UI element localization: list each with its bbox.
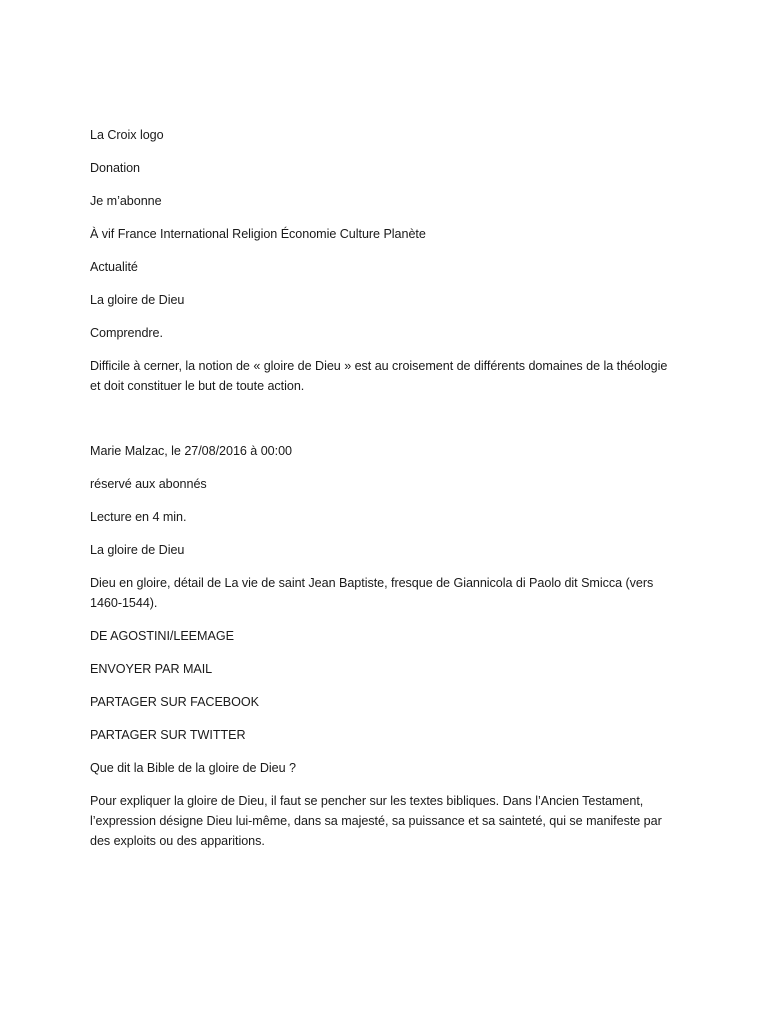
article-kicker: Comprendre. [90, 326, 163, 340]
subscribe-text: Je m’abonne [90, 194, 162, 208]
reading-time: Lecture en 4 min. [90, 510, 187, 524]
logo-text: La Croix logo [90, 128, 164, 142]
section-nav-text: À vif France International Religion Économie Culture Planète [90, 227, 426, 241]
image-credit: DE AGOSTINI/LEEMAGE [90, 629, 234, 643]
article-lead: Difficile à cerner, la notion de « gloire de Dieu » est au croisement de différents domaines de la théologie et doit constituer le but de toute action. [90, 359, 668, 393]
image-title: La gloire de Dieu [90, 543, 185, 557]
donation-text: Donation [90, 161, 141, 175]
article-title: La gloire de Dieu [90, 293, 185, 307]
category-text: Actualité [90, 260, 138, 274]
document-body [90, 125, 680, 851]
section-heading: Que dit la Bible de la gloire de Dieu ? [90, 761, 296, 775]
image-caption: Dieu en gloire, détail de La vie de saint Jean Baptiste, fresque de Giannicola di Paolo dit Smicca (vers 1460-1544). [90, 576, 654, 610]
body-paragraph: Pour expliquer la gloire de Dieu, il faut se pencher sur les textes bibliques. Dans l’Ancien Testament, l’expression désigne Dieu lui-même, dans sa majesté, sa puissance et sa sainteté, qui se manifeste par des exploits ou des apparitions. [90, 794, 662, 848]
article-byline: Marie Malzac, le 27/08/2016 à 00:00 [90, 444, 292, 458]
share-twitter-text: PARTAGER SUR TWITTER [90, 728, 246, 742]
share-mail-text: ENVOYER PAR MAIL [90, 662, 213, 676]
share-facebook-text: PARTAGER SUR FACEBOOK [90, 695, 260, 709]
subscriber-badge-text: réservé aux abonnés [90, 477, 207, 491]
